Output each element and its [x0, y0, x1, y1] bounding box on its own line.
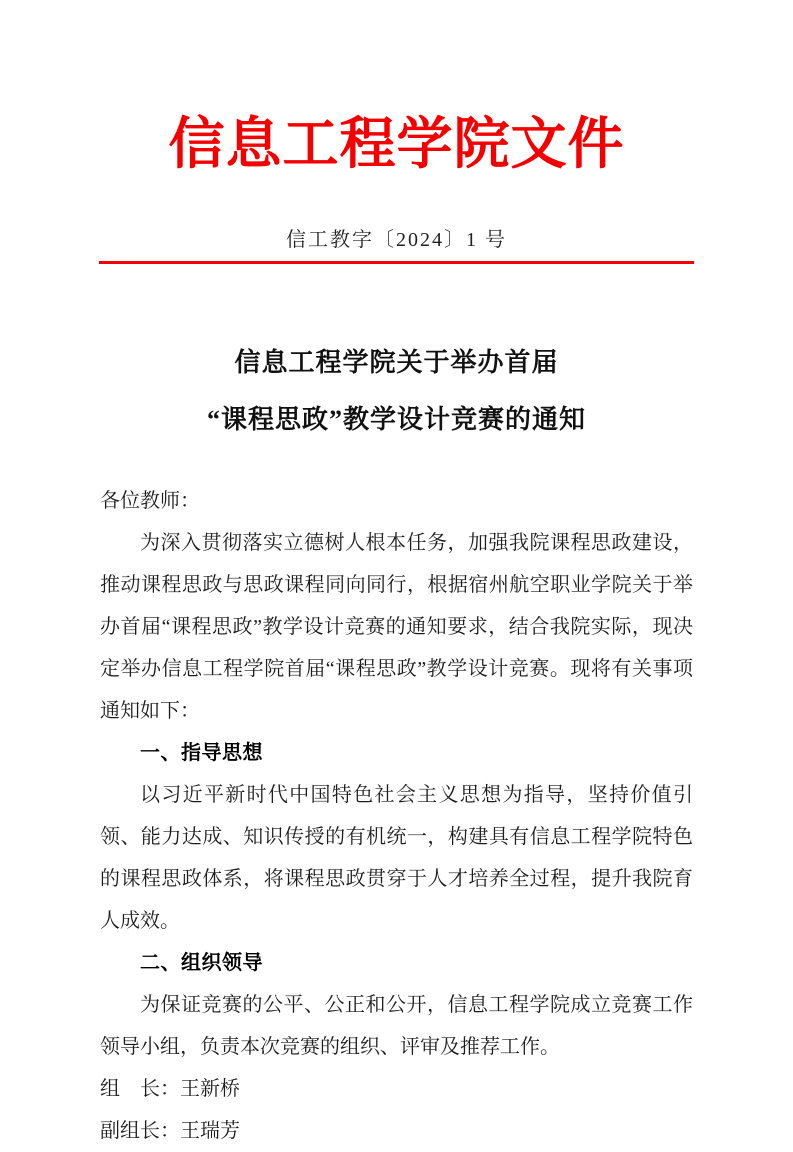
notice-title [0, 334, 793, 448]
intro-paragraph: 为深入贯彻落实立德树人根本任务，加强我院课程思政建设，推动课程思政与思政课程同向同行，根据宿州航空职业学院关于举办首届“课程思政”教学设计竞赛的通知要求，结合我院实际，现决定举办信息工程学院首届“课程思政”教学设计竞赛。现将有关事项通知如下： [100, 532, 693, 722]
salutation: 各位教师： [100, 490, 200, 512]
institution-title: 信息工程学院文件 [168, 114, 625, 176]
group-leader-line: 组 长：王新桥 [100, 1078, 240, 1100]
deputy-leader-line: 副组长：王瑞芳 [100, 1120, 240, 1142]
section-1-heading: 一、指导思想 [140, 742, 263, 764]
notice-title-line-1: 信息工程学院关于举办首届 [234, 348, 559, 377]
section-2-heading: 二、组织领导 [140, 952, 263, 974]
section-2-paragraph: 为保证竞赛的公平、公正和公开，信息工程学院成立竞赛工作领导小组，负责本次竞赛的组织、评审及推荐工作。 [100, 994, 693, 1058]
notice-body [100, 480, 693, 1152]
section-1-paragraph: 以习近平新时代中国特色社会主义思想为指导，坚持价值引领、能力达成、知识传授的有机统一，构建具有信息工程学院特色的课程思政体系，将课程思政贯穿于人才培养全过程，提升我院育人成效。 [100, 784, 693, 932]
red-divider-line [99, 261, 694, 264]
notice-title-line-2: “课程思政”教学设计竞赛的通知 [206, 405, 586, 434]
document-number: 信工教字〔2024〕1 号 [286, 229, 507, 251]
